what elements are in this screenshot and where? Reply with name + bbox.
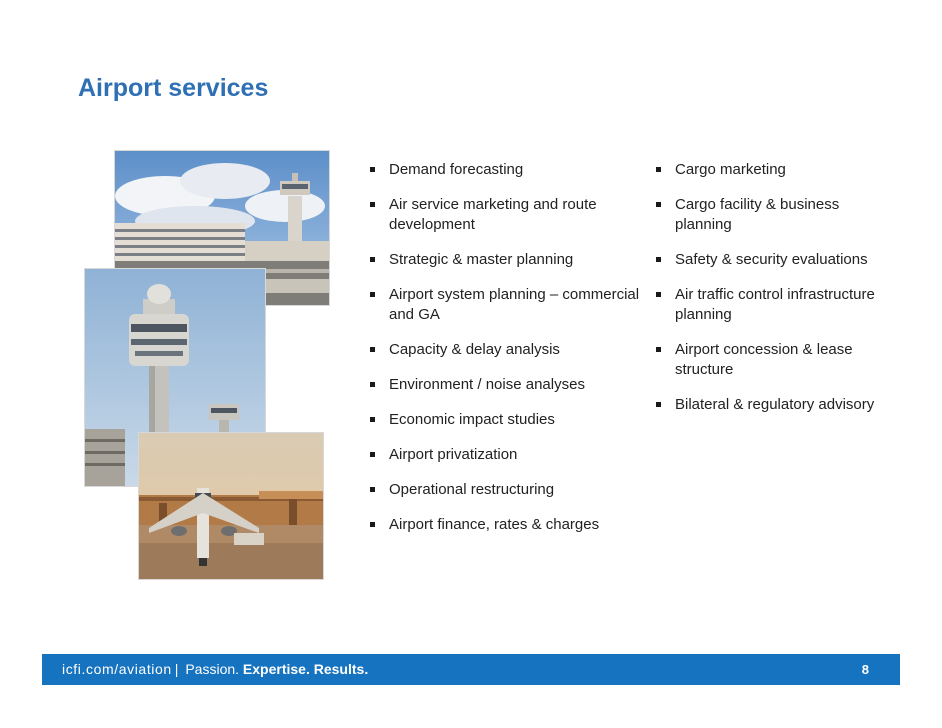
footer-bar bbox=[42, 654, 900, 685]
list-item: Bilateral & regulatory advisory bbox=[656, 395, 876, 415]
footer-tagline-results: Results. bbox=[313, 661, 369, 677]
bullet-icon bbox=[370, 522, 375, 527]
list-item: Airport system planning – commercial and GA bbox=[370, 285, 640, 325]
services-list-left bbox=[370, 160, 640, 550]
bullet-icon bbox=[656, 202, 661, 207]
list-item: Airport privatization bbox=[370, 445, 640, 465]
bullet-icon bbox=[370, 487, 375, 492]
list-item: Cargo marketing bbox=[656, 160, 876, 180]
bullet-icon bbox=[370, 347, 375, 352]
bullet-icon bbox=[370, 417, 375, 422]
page-number: 8 bbox=[861, 662, 869, 677]
list-item: Strategic & master planning bbox=[370, 250, 640, 270]
bullet-icon bbox=[370, 257, 375, 262]
bullet-icon bbox=[656, 347, 661, 352]
bullet-icon bbox=[656, 402, 661, 407]
list-item: Economic impact studies bbox=[370, 410, 640, 430]
list-item: Demand forecasting bbox=[370, 160, 640, 180]
list-item: Cargo facility & business planning bbox=[656, 195, 876, 235]
list-item: Air traffic control infrastructure planning bbox=[656, 285, 876, 325]
footer-url-link[interactable]: icfi.com/aviation bbox=[62, 661, 172, 677]
aircraft-gate-photo bbox=[138, 432, 324, 580]
bullet-icon bbox=[370, 452, 375, 457]
bullet-icon bbox=[656, 257, 661, 262]
list-item: Air service marketing and route development bbox=[370, 195, 640, 235]
list-item: Airport concession & lease structure bbox=[656, 340, 876, 380]
bullet-icon bbox=[656, 167, 661, 172]
list-item: Capacity & delay analysis bbox=[370, 340, 640, 360]
footer-branding bbox=[62, 661, 368, 678]
bullet-icon bbox=[370, 202, 375, 207]
services-list-right bbox=[656, 160, 876, 430]
bullet-icon bbox=[656, 292, 661, 297]
page-title: Airport services bbox=[78, 74, 269, 102]
list-item: Operational restructuring bbox=[370, 480, 640, 500]
bullet-icon bbox=[370, 167, 375, 172]
list-item: Safety & security evaluations bbox=[656, 250, 876, 270]
bullet-icon bbox=[370, 292, 375, 297]
footer-tagline-passion: Passion. bbox=[185, 661, 240, 677]
footer-separator: | bbox=[174, 661, 179, 677]
list-item: Environment / noise analyses bbox=[370, 375, 640, 395]
list-item: Airport finance, rates & charges bbox=[370, 515, 640, 535]
footer-tagline-expertise: Expertise. bbox=[242, 661, 310, 677]
bullet-icon bbox=[370, 382, 375, 387]
